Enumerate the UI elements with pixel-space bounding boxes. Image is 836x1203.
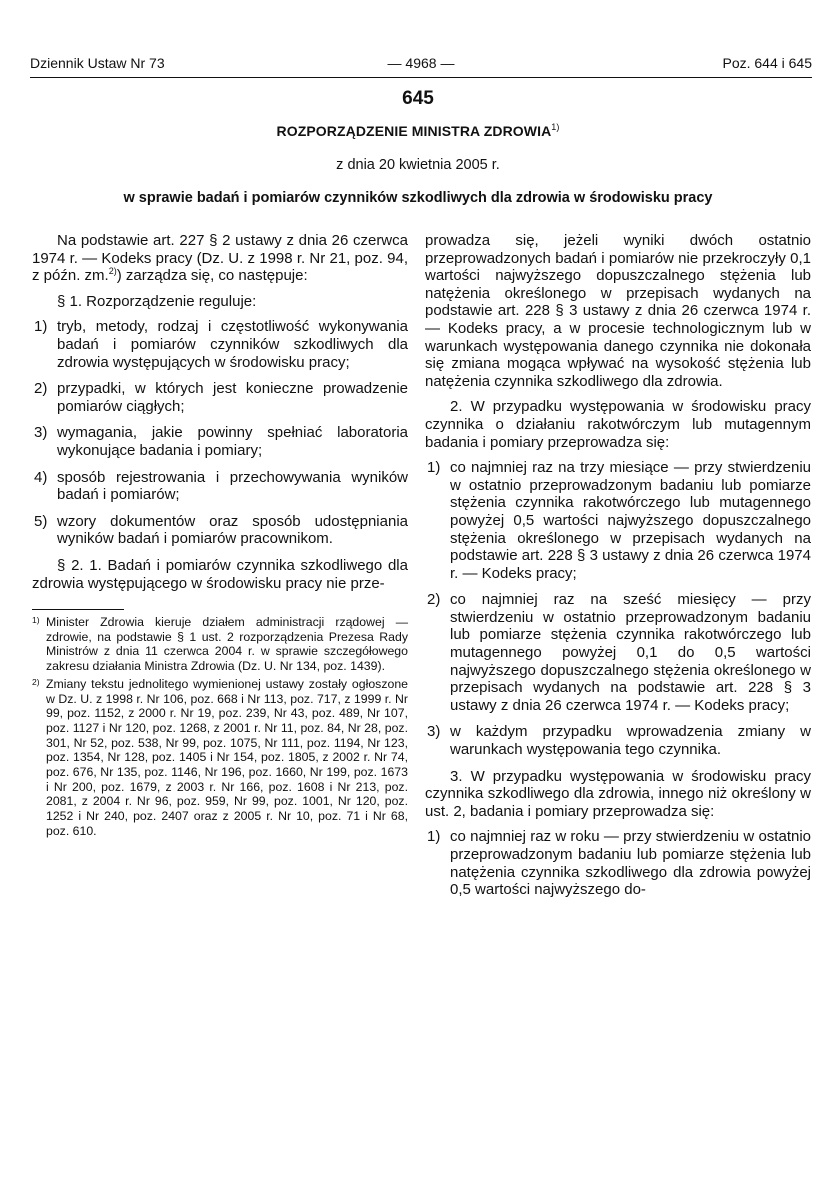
item-text: co najmniej raz na trzy miesiące — przy stwierdzeniu w ostatnio przeprowadzonym badaniu lub pomiarze stężenia czynnika rakotwórczego lub mutagennego powyżej 0,5 wartości najwyższego dopuszczalnego stężenia określonego w przepisach wydanych na podstawie art. 228 § 3 ustawy z dnia 26 czerwca 1974 r. — Kodeks pracy; — [450, 459, 811, 582]
item-number: 2) — [427, 591, 441, 609]
footnote-mark: 2) — [32, 676, 40, 687]
item-text: tryb, metody, rodzaj i częstotliwość wykonywania badań i pomiarów czynników szkodliwych dla zdrowia występujących w środowisku pracy; — [57, 318, 408, 371]
footnote-text: Zmiany tekstu jednolitego wymienionej ustawy zostały ogłoszone w Dz. U. z 1998 r. Nr 106, poz. 668 i Nr 113, poz. 717, z 1999 r. Nr 99, poz. 1152, z 2000 r. Nr 19, poz. 239, Nr 43, poz. 489, Nr 107, poz. 1127 i Nr 120, poz. 1268, z 2001 r. Nr 11, poz. 84, Nr 28, poz. 301, Nr 52, poz. 538, Nr 99, poz. 1075, Nr 111, poz. 1194, Nr 123, poz. 1354, Nr 128, poz. 1405 i Nr 154, poz. 1805, z 2002 r. Nr 74, poz. 676, Nr 135, poz. 1146, Nr 196, poz. 1660, Nr 199, poz. 1673 i Nr 200, poz. 1679, z 2003 r. Nr 166, poz. 1608 i Nr 213, poz. 2081, z 2004 r. Nr 96, poz. 959, Nr 99, poz. 1001, Nr 120, poz. 1252 i Nr 240, poz. 2407 oraz z 2005 r. Nr 10, poz. 71 i Nr 68, poz. 610. — [46, 676, 408, 838]
act-date: z dnia 20 kwietnia 2005 r. — [336, 157, 500, 173]
item-text: co najmniej raz na sześć miesięcy — przy stwierdzeniu w ostatnio przeprowadzonym badaniu lub pomiarze stężenia czynnika rakotwórczego lub mutagennego powyżej 0,1 do 0,5 wartości najwyższego dopuszczalnego stężenia określonego w przepisach wydanych na podstawie art. 228 § 3 ustawy z dnia 26 czerwca 1974 r. — Kodeks pracy; — [450, 591, 811, 714]
list-item — [32, 513, 408, 548]
list-item — [425, 828, 811, 898]
footnote-1 — [32, 615, 408, 674]
intro-footnote-ref: 2) — [108, 266, 117, 277]
list-item — [425, 459, 811, 582]
item-number: 4) — [34, 468, 48, 486]
footnote-2 — [32, 677, 408, 839]
page-number: — 4968 — — [387, 55, 455, 71]
item-number: 3) — [34, 424, 48, 442]
section-1-heading: § 1. Rozporządzenie reguluje: — [57, 292, 257, 310]
item-text: wymagania, jakie powinny spełniać laboratoria wykonujące badania i pomiary; — [57, 424, 408, 459]
position-number: 645 — [402, 88, 434, 109]
position-range: Poz. 644 i 645 — [722, 55, 812, 71]
list-item — [425, 591, 811, 714]
journal-name: Dziennik Ustaw Nr 73 — [30, 55, 165, 71]
intro-paragraph — [32, 232, 408, 285]
item-text: wzory dokumentów oraz sposób udostępniania wyników badań i pomiarów pracownikom. — [57, 512, 408, 548]
footnote-mark: 1) — [32, 615, 40, 625]
act-title-text: ROZPORZĄDZENIE MINISTRA ZDROWIA — [276, 123, 552, 139]
item-number: 1) — [34, 318, 48, 336]
section-2-start: § 2. 1. Badań i pomiarów czynnika szkodliwego dla zdrowia występującego w środowisku pracy nie prze- — [32, 556, 408, 592]
item-number: 5) — [34, 512, 48, 530]
paragraph-3: 3. W przypadku występowania w środowisku pracy czynnika szkodliwego dla zdrowia, innego niż określony w ust. 2, badania i pomiary przeprowadza się: — [425, 767, 811, 820]
intro-text-end: ) zarządza się, co następuje: — [116, 267, 308, 285]
item-number: 1) — [427, 459, 441, 477]
list-item — [32, 424, 408, 459]
item-number: 3) — [427, 723, 441, 741]
right-column — [425, 232, 811, 908]
item-text: przypadki, w których jest konieczne prowadzenie pomiarów ciągłych; — [57, 380, 408, 415]
act-title-footnote-ref: 1) — [551, 122, 560, 132]
list-item — [425, 723, 811, 758]
item-text: w każdym przypadku wprowadzenia zmiany w warunkach występowania tego czynnika. — [450, 723, 811, 759]
list-item — [32, 318, 408, 371]
item-number: 2) — [34, 380, 48, 398]
intro-text: Na podstawie art. 227 § 2 ustawy z dnia 26 czerwca 1974 r. — Kodeks pracy (Dz. U. z 1998 r. Nr 21, poz. 94, z późn. zm. — [32, 232, 408, 285]
continuation-paragraph: prowadza się, jeżeli wyniki dwóch ostatnio przeprowadzonych badań i pomiarów nie przekroczyły 0,1 wartości najwyższego dopuszczalnego stężenia lub natężenia określonego w przepisach wydanych na podstawie art. 228 § 3 ustawy z dnia 26 czerwca 1974 r. — Kodeks pracy, a w procesie technologicznym lub w warunkach występowania danego czynnika nie dokonała się zmiana mogąca wpływać na wysokość stężenia lub natężenia czynnika szkodliwego dla zdrowia. — [425, 232, 811, 390]
running-header — [30, 55, 812, 78]
footnotes — [32, 609, 408, 842]
footnote-text: Minister Zdrowia kieruje działem administracji rządowej — zdrowie, na podstawie § 1 ust. 2 rozporządzenia Prezesa Rady Ministrów z dnia 11 czerwca 2004 r. w sprawie szczegółowego zakresu działania Ministra Zdrowia (Dz. U. Nr 134, poz. 1439). — [46, 615, 408, 674]
paragraph-2: 2. W przypadku występowania w środowisku pracy czynnika o działaniu rakotwórczym lub mutagennym badania i pomiary przeprowadza się: — [425, 398, 811, 451]
left-column — [32, 232, 408, 600]
list-item — [32, 380, 408, 415]
list-item — [32, 469, 408, 504]
act-title — [0, 122, 836, 139]
item-number: 1) — [427, 828, 441, 846]
act-subject: w sprawie badań i pomiarów czynników szkodliwych dla zdrowia w środowisku pracy — [123, 190, 713, 206]
item-text: sposób rejestrowania i przechowywania wyników badań i pomiarów; — [57, 468, 408, 504]
footnote-divider — [32, 609, 124, 610]
item-text: co najmniej raz w roku — przy stwierdzeniu w ostatnio przeprowadzonym badaniu lub pomiarze stężenia lub natężenia czynnika szkodliwego dla zdrowia powyżej 0,5 wartości najwyższego do- — [450, 828, 811, 899]
